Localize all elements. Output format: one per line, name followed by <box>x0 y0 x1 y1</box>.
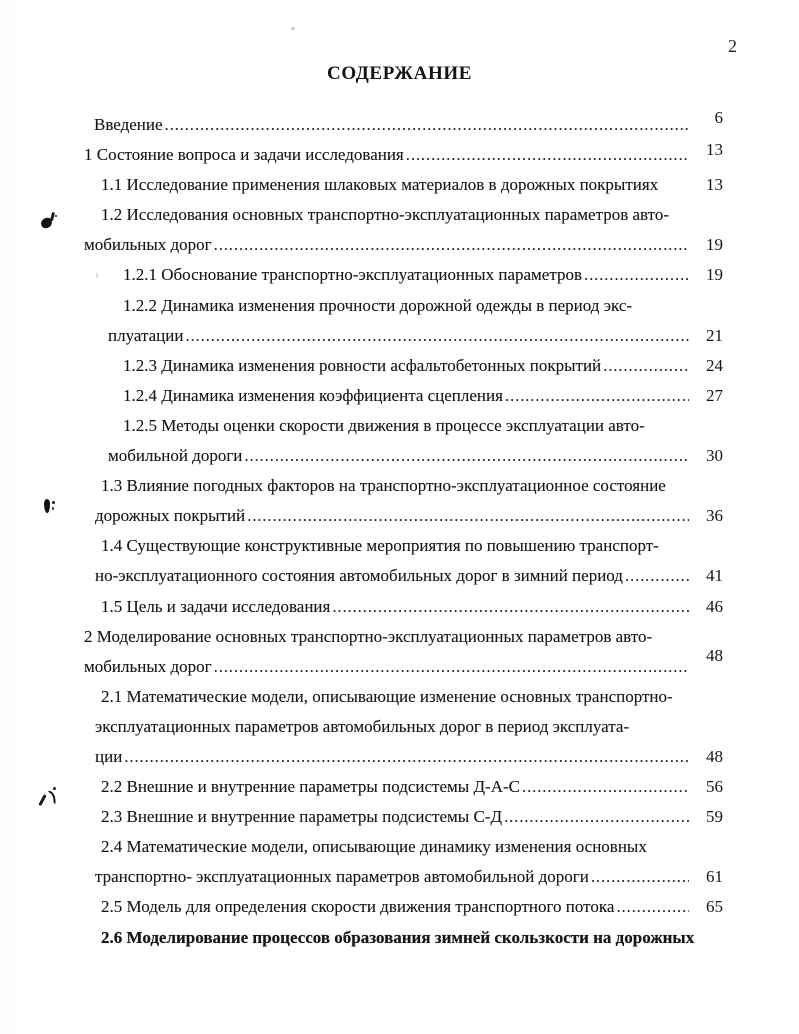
toc-row <box>84 742 735 772</box>
toc-entry-text: ции <box>95 746 123 766</box>
toc-row <box>84 411 735 441</box>
toc-entry-text: эксплуатационных параметров автомобильных дорог в период эксплуата- <box>95 716 630 736</box>
toc-row <box>84 923 735 953</box>
toc-page-number: 46 <box>706 596 723 616</box>
toc-entry-text: 1.3 Влияние погодных факторов на транспортно-эксплуатационное состояние <box>101 476 666 496</box>
toc-row <box>84 501 735 531</box>
ink-blot-dot <box>55 215 57 217</box>
toc-entry-text: 2.4 Математические модели, описывающие динамику изменения основных <box>101 837 647 857</box>
toc-entry-text: 1.5 Цель и задачи исследования <box>101 596 331 616</box>
toc-entry-text: 2.6 Моделирование процессов образования зимней скользкости на дорожных <box>101 927 695 947</box>
dot-leader <box>522 772 689 802</box>
ink-blot-dot <box>53 787 56 791</box>
toc-page-number: 48 <box>706 746 723 766</box>
dot-leader <box>505 381 689 411</box>
toc-row <box>84 260 735 290</box>
toc-row <box>84 772 735 802</box>
toc-entry-text: мобильных дорог <box>84 656 212 676</box>
ink-blot <box>44 499 58 515</box>
toc-row <box>84 892 735 922</box>
toc-entry-text: 1.4 Существующие конструктивные мероприятия по повышению транспорт- <box>101 536 659 556</box>
toc-row <box>84 110 735 140</box>
toc-entry-text: 1.2.1 Обоснование транспортно-эксплуатационных параметров <box>123 265 583 285</box>
dot-leader <box>332 592 689 622</box>
dot-leader <box>603 351 689 381</box>
dot-leader <box>214 230 689 260</box>
toc-page-number: 24 <box>706 355 723 375</box>
toc-page-number: 56 <box>706 777 723 797</box>
table-of-contents <box>84 110 735 953</box>
toc-row <box>84 682 735 712</box>
toc-row <box>84 592 735 622</box>
toc-page-number: 21 <box>706 325 723 345</box>
toc-page-number: 13 <box>706 175 723 195</box>
toc-page-number: 27 <box>706 385 723 405</box>
toc-entry-text: дорожных покрытий <box>95 506 246 526</box>
ink-blot-body <box>44 499 50 513</box>
toc-row <box>84 471 735 501</box>
toc-entry-text: 1.2.2 Динамика изменения прочности дорожной одежды в период экс- <box>123 295 633 315</box>
dot-leader <box>124 742 689 772</box>
toc-page-number: 41 <box>706 566 723 586</box>
dot-leader <box>214 652 689 682</box>
toc-entry-text: 1.2.5 Методы оценки скорости движения в процессе эксплуатации авто- <box>123 415 645 435</box>
toc-row <box>84 291 735 321</box>
toc-row <box>84 441 735 471</box>
toc-entry-text: но-эксплуатационного состояния автомобильных дорог в зимний период <box>95 566 623 586</box>
toc-entry-text: плуатации <box>108 325 184 345</box>
ink-blot-hook <box>46 791 56 805</box>
toc-row <box>84 321 735 351</box>
toc-row <box>84 862 735 892</box>
toc-entry-text: 1 Состояние вопроса и задачи исследования <box>84 145 404 165</box>
toc-entry-text: мобильной дороги <box>108 446 243 466</box>
ink-blot-body <box>40 217 53 229</box>
toc-row <box>84 351 735 381</box>
toc-entry-text: 2.3 Внешние и внутренние параметры подсистемы С-Д <box>101 807 503 827</box>
toc-entry-text: 2.5 Модель для определения скорости движения транспортного потока <box>101 897 615 917</box>
ink-blot <box>41 212 59 230</box>
toc-page-number: 48 <box>706 645 723 665</box>
toc-page-number: 61 <box>706 867 723 887</box>
dot-leader <box>504 802 689 832</box>
toc-row <box>84 645 735 682</box>
toc-entry-text: 1.2 Исследования основных транспортно-эксплуатационных параметров авто- <box>101 205 669 225</box>
toc-row <box>84 381 735 411</box>
dot-leader <box>165 110 689 140</box>
toc-row <box>84 140 735 170</box>
toc-entry-text: 1.2.3 Динамика изменения ровности асфальтобетонных покрытий <box>123 355 602 375</box>
toc-page-number: 13 <box>706 140 723 160</box>
toc-row <box>84 802 735 832</box>
toc-entry-text: транспортно- эксплуатационных параметров автомобильной дороги <box>95 867 589 887</box>
toc-row <box>84 230 735 260</box>
toc-row <box>84 531 735 561</box>
page-title: СОДЕРЖАНИЕ <box>327 63 472 84</box>
dot-leader <box>591 862 689 892</box>
toc-page-number: 30 <box>706 446 723 466</box>
ink-blot-dot <box>52 507 54 510</box>
toc-row <box>84 712 735 742</box>
toc-row <box>84 561 735 591</box>
toc-entry-text: 2 Моделирование основных транспортно-эксплуатационных параметров авто- <box>84 626 653 646</box>
toc-page-number: 19 <box>706 235 723 255</box>
toc-page-number: 36 <box>706 506 723 526</box>
ink-blot-stroke <box>38 794 46 806</box>
toc-page-number: 65 <box>706 897 723 917</box>
toc-entry-text: 1.1 Исследование применения шлаковых материалов в дорожных покрытиях <box>101 175 659 195</box>
toc-page-number: 6 <box>714 108 723 127</box>
toc-entry-text: Введение <box>94 115 163 134</box>
toc-entry-text: 1.2.4 Динамика изменения коэффициента сцепления <box>123 385 503 405</box>
dot-leader <box>616 892 689 922</box>
toc-page-number: 59 <box>706 807 723 827</box>
page-number: 2 <box>728 36 737 56</box>
toc-entry-text: 2.2 Внешние и внутренние параметры подсистемы Д-А-С <box>101 777 520 797</box>
ink-blot <box>41 787 59 809</box>
toc-page-number: 19 <box>706 265 723 285</box>
dot-leader <box>406 140 689 170</box>
dot-leader <box>584 260 689 290</box>
toc-row <box>84 622 735 652</box>
scan-speck <box>96 273 98 278</box>
dot-leader <box>247 501 689 531</box>
scan-speck <box>291 27 295 30</box>
ink-blot-dot <box>52 501 55 504</box>
toc-row <box>84 200 735 230</box>
dot-leader <box>244 441 689 471</box>
toc-row <box>84 170 735 200</box>
toc-entry-text: мобильных дорог <box>84 235 212 255</box>
toc-entry-text: 2.1 Математические модели, описывающие изменение основных транспортно- <box>101 686 673 706</box>
dot-leader <box>185 321 689 351</box>
dot-leader <box>625 561 689 591</box>
toc-row <box>84 832 735 862</box>
